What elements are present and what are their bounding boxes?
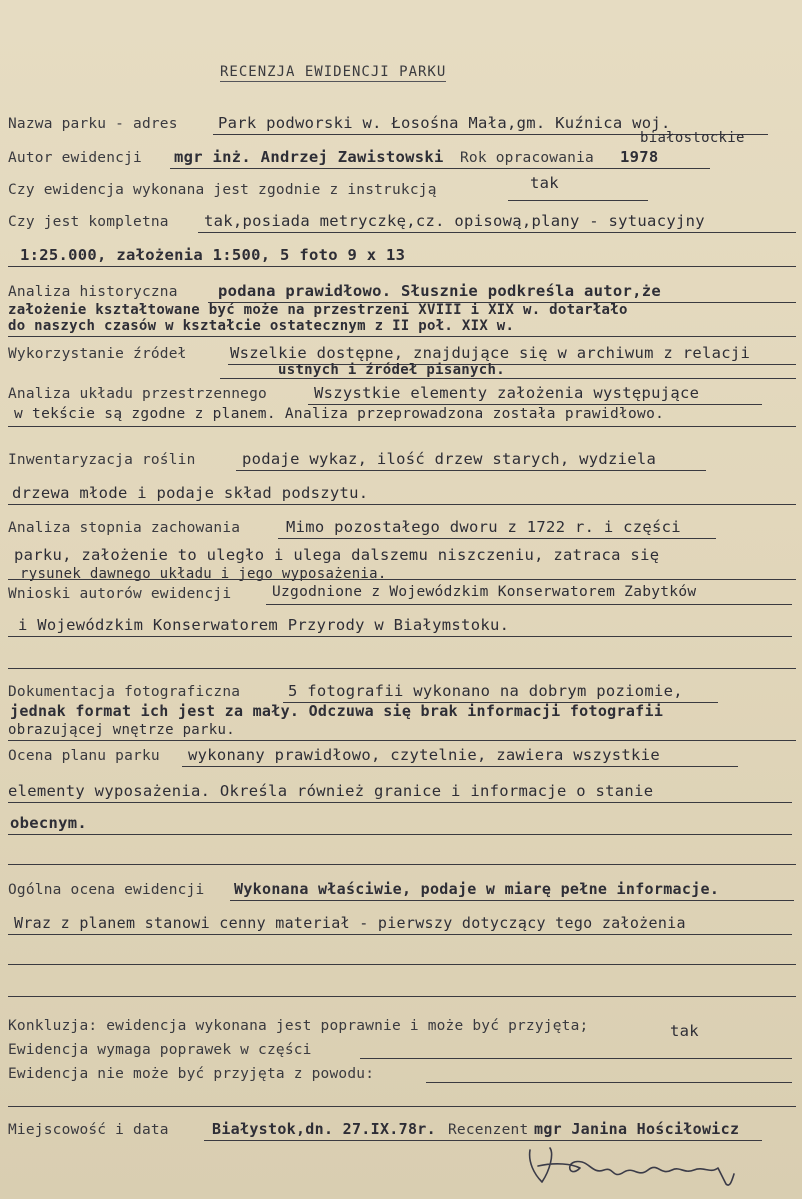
- fill-line: [8, 426, 796, 427]
- photo-row: [8, 682, 798, 704]
- blank-line: [8, 864, 796, 865]
- blank-line: [8, 996, 796, 997]
- historical-label: Analiza historyczna: [8, 284, 178, 300]
- preservation-value-2: parku, założenie to uległo i ulega dalszemu niszczeniu, zatraca się: [14, 546, 660, 564]
- document-title: RECENZJA EWIDENCJI PARKU: [220, 64, 447, 80]
- place-date-row: [8, 1120, 798, 1142]
- preservation-label: Analiza stopnia zachowania: [8, 520, 241, 536]
- compliance-row: [8, 174, 798, 202]
- fill-line: [8, 802, 792, 803]
- fill-line: [8, 636, 792, 637]
- overall-row-2: [8, 914, 798, 936]
- preservation-value-3: rysunek dawnego układu i jego wyposażenia.: [20, 566, 387, 582]
- spatial-row-2: [8, 406, 798, 428]
- park-name-value-cont: białostockie: [640, 130, 745, 146]
- fill-line: [182, 766, 738, 767]
- author-label: Autor ewidencji: [8, 150, 142, 166]
- park-name-label: Nazwa parku - adres: [8, 116, 178, 132]
- preservation-row: [8, 518, 798, 540]
- historical-value-3: do naszych czasów w kształcie ostatecznym z II poł. XIX w.: [8, 318, 515, 334]
- reviewer-label: Recenzent: [448, 1122, 529, 1138]
- overall-value-2: Wraz z planem stanowi cenny materiał - pierwszy dotyczący tego założenia: [14, 914, 686, 932]
- park-name-value: Park podworski w. Łosośna Mała,gm. Kuźnica woj.: [218, 114, 671, 132]
- plan-value: wykonany prawidłowo, czytelnie, zawiera wszystkie: [188, 746, 660, 764]
- conclusion-row: [8, 1016, 798, 1038]
- complete-label: Czy jest kompletna: [8, 214, 169, 230]
- handwritten-signature: [520, 1140, 760, 1190]
- fill-line: [8, 504, 796, 505]
- fill-line: [8, 834, 792, 835]
- fill-line: [278, 538, 716, 539]
- reviewer-value: mgr Janina Hościłowicz: [534, 1120, 740, 1138]
- fill-line: [308, 404, 762, 405]
- historical-row: [8, 282, 798, 304]
- conclusions-value: Uzgodnione z Wojewódzkim Konserwatorem Zabytków: [272, 584, 697, 600]
- conclusions-row: [8, 584, 798, 606]
- fill-line: [426, 1082, 792, 1083]
- photo-row-2: [8, 702, 798, 724]
- complete-row: [8, 212, 798, 234]
- historical-value-2: założenie kształtowane być może na przestrzeni XVIII i XIX w. dotarłało: [8, 302, 628, 318]
- complete-row-2: [8, 246, 798, 268]
- fill-line: [8, 266, 796, 267]
- plan-value-3: obecnym.: [10, 814, 88, 832]
- fill-line: [360, 1058, 792, 1059]
- compliance-value: tak: [530, 174, 559, 192]
- year-value: 1978: [620, 148, 659, 166]
- blank-line: [8, 964, 796, 965]
- inventory-value-2: drzewa młode i podaje skład podszytu.: [12, 484, 369, 502]
- plan-row-3: [8, 814, 798, 836]
- rejected-label: Ewidencja nie może być przyjęta z powodu:: [8, 1066, 375, 1082]
- author-row: [8, 148, 798, 170]
- year-label: Rok opracowania: [460, 150, 594, 166]
- spatial-value: Wszystkie elementy założenia występujące: [314, 384, 700, 402]
- fill-line: [8, 579, 796, 580]
- spatial-row: [8, 384, 798, 406]
- complete-value: tak,posiada metryczkę,cz. opisową,plany - sytuacyjny: [204, 212, 705, 230]
- inventory-value: podaje wykaz, ilość drzew starych, wydziela: [242, 450, 657, 468]
- fill-line: [508, 200, 648, 201]
- spatial-label: Analiza układu przestrzennego: [8, 386, 267, 402]
- preservation-value: Mimo pozostałego dworu z 1722 r. i części: [286, 518, 681, 536]
- complete-value-2: 1:25.000, założenia 1:500, 5 foto 9 x 13: [20, 246, 406, 264]
- sources-label: Wykorzystanie źródeł: [8, 346, 187, 362]
- overall-value: Wykonana właściwie, podaje w miarę pełne informacje.: [234, 880, 720, 898]
- plan-label: Ocena planu parku: [8, 748, 160, 764]
- author-value: mgr inż. Andrzej Zawistowski: [174, 148, 444, 166]
- fill-line: [170, 168, 710, 169]
- fill-line: [8, 336, 796, 337]
- corrections-label: Ewidencja wymaga poprawek w części: [8, 1042, 312, 1058]
- blank-line: [8, 1106, 796, 1107]
- preservation-row-2: [8, 546, 798, 568]
- conclusion-value: tak: [670, 1022, 699, 1040]
- inventory-label: Inwentaryzacja roślin: [8, 452, 196, 468]
- sources-value-2: ustnych i źródeł pisanych.: [278, 362, 505, 378]
- blank-line: [8, 668, 796, 669]
- conclusions-value-2: i Wojewódzkim Konserwatorem Przyrody w Białymstoku.: [18, 616, 510, 634]
- overall-row: [8, 880, 798, 902]
- compliance-label: Czy ewidencja wykonana jest zgodnie z instrukcją: [8, 182, 437, 198]
- conclusion-label: Konkluzja: ewidencja wykonana jest poprawnie i może być przyjęta;: [8, 1018, 589, 1034]
- place-date-value: Białystok,dn. 27.IX.78r.: [212, 1120, 436, 1138]
- photo-value-3: obrazującej wnętrze parku.: [8, 722, 235, 738]
- place-date-label: Miejscowość i data: [8, 1122, 169, 1138]
- fill-line: [8, 934, 792, 935]
- photo-value-2: jednak format ich jest za mały. Odczuwa się brak informacji fotografii: [10, 702, 664, 720]
- fill-line: [220, 378, 796, 379]
- overall-label: Ogólna ocena ewidencji: [8, 882, 205, 898]
- conclusions-row-2: [8, 616, 798, 638]
- inventory-row-2: [8, 484, 798, 506]
- fill-line: [198, 232, 796, 233]
- conclusions-label: Wnioski autorów ewidencji: [8, 586, 232, 602]
- corrections-row: [8, 1040, 798, 1062]
- fill-line: [230, 900, 794, 901]
- fill-line: [8, 740, 796, 741]
- plan-row: [8, 746, 798, 768]
- plan-row-2: [8, 782, 798, 804]
- historical-value: podana prawidłowo. Słusznie podkreśla autor,że: [218, 282, 662, 300]
- inventory-row: [8, 450, 798, 472]
- sources-value: Wszelkie dostępne, znajdujące się w archiwum z relacji: [230, 344, 751, 362]
- rejected-row: [8, 1064, 798, 1086]
- fill-line: [236, 470, 706, 471]
- photo-label: Dokumentacja fotograficzna: [8, 684, 241, 700]
- fill-line: [266, 604, 792, 605]
- spatial-value-2: w tekście są zgodne z planem. Analiza przeprowadzona została prawidłowo.: [14, 406, 665, 422]
- plan-value-2: elementy wyposażenia. Określa również granice i informacje o stanie: [8, 782, 654, 800]
- photo-value: 5 fotografii wykonano na dobrym poziomie,: [288, 682, 683, 700]
